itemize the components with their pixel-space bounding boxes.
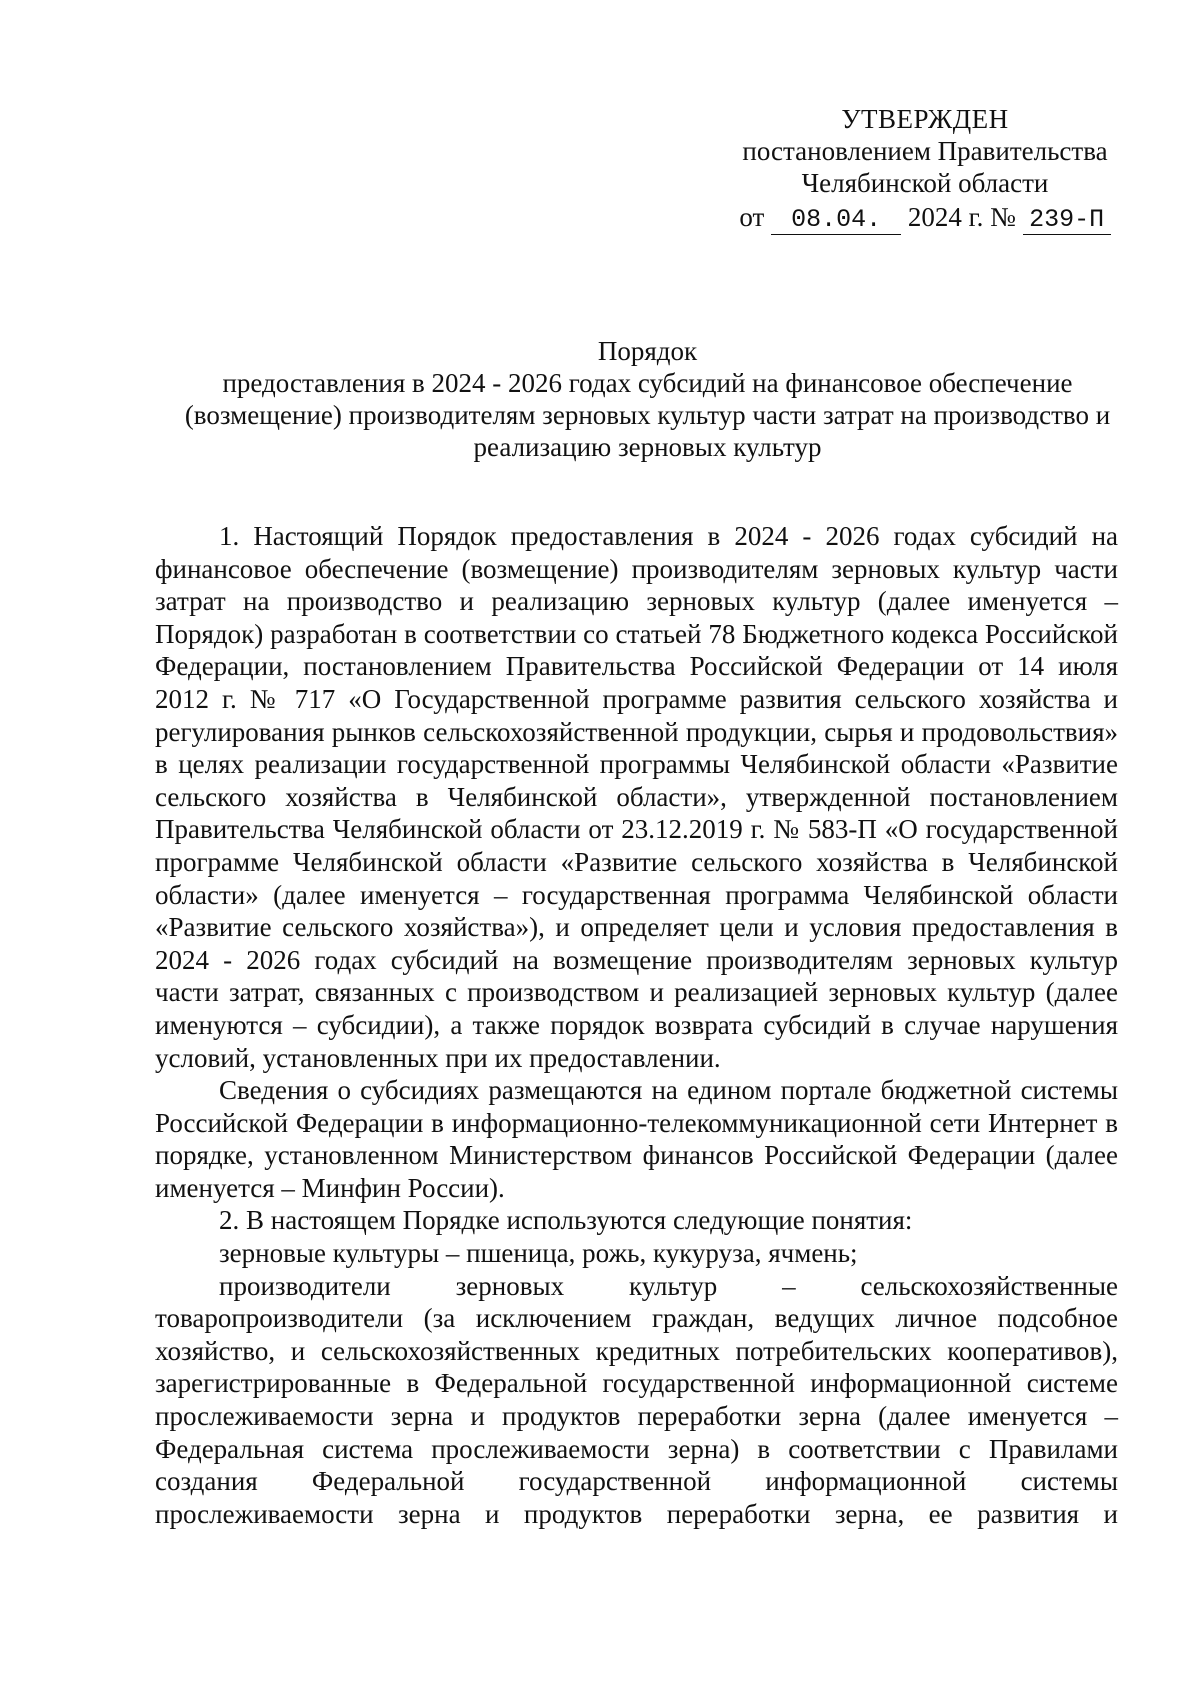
approval-line-1: постановлением Правительства xyxy=(742,136,1108,166)
approval-date-line xyxy=(735,201,1115,235)
paragraph-1: 1. Настоящий Порядок предоставления в 2024 - 2026 годах субсидий на финансовое обеспечение (возмещение) производителям зерновых культур части затрат на производство и реализацию зерновых культур (далее именуется – Порядок) разработан в соответствии со статьей 78 Бюджетного кодекса Российской Федерации, постановлением Правительства Российской Федерации от 14 июля 2012 г. № 717 «О Государственной программе развития сельского хозяйства и регулирования рынков сельскохозяйственной продукции, сырья и продовольствия» в целях реализации государственной программы Челябинской области «Развитие сельского хозяйства в Челябинской области», утвержденной постановлением Правительства Челябинской области от 23.12.2019 г. № 583-П «О государственной программе Челябинской области «Развитие сельского хозяйства в Челябинской области» (далее именуется – государственная программа Челябинской области «Развитие сельского хозяйства»), и определяет цели и условия предоставления в 2024 - 2026 годах субсидий на возмещение производителям зерновых культур части затрат, связанных с производством и реализацией зерновых культур (далее именуются – субсидии), а также порядок возврата субсидий в случае нарушения условий, установленных при их предоставлении. xyxy=(155,521,1118,1073)
document-heading xyxy=(180,335,1115,463)
paragraph-5: производители зерновых культур – сельскохозяйственные товаропроизводители (за исключением граждан, ведущих личное подсобное хозяйство, и сельскохозяйственных кредитных потребительских кооперативов), зарегистрированные в Федеральной государственной информационной системе прослеживаемости зерна и продуктов переработки зерна (далее именуется – Федеральная система прослеживаемости зерна) в соответствии с Правилами создания Федеральной государственной информационной системы прослеживаемости зерна и продуктов переработки зерна, ее развития и xyxy=(155,1270,1118,1529)
approval-year: 2024 г. № xyxy=(907,202,1016,232)
paragraph-4: зерновые культуры – пшеница, рожь, кукуруза, ячмень; xyxy=(219,1238,858,1269)
document-body xyxy=(155,520,1118,1530)
approval-date: 08.04. xyxy=(771,206,901,235)
approval-title: УТВЕРЖДЕН xyxy=(841,104,1009,134)
approval-stamp xyxy=(735,103,1115,235)
approval-line-2: Челябинской области xyxy=(801,168,1049,198)
document-title: Порядок xyxy=(597,336,698,366)
approval-number: 239-П xyxy=(1023,206,1111,235)
approval-prefix: от xyxy=(739,202,765,232)
paragraph-2: Сведения о субсидиях размещаются на едином портале бюджетной системы Российской Федерации в информационно-телекоммуникационной сети Интернет в порядке, установленном Министерством финансов Российской Федерации (далее именуется – Минфин России). xyxy=(155,1075,1118,1203)
paragraph-3: 2. В настоящем Порядке используются следующие понятия: xyxy=(219,1205,913,1236)
document-subtitle: предоставления в 2024 - 2026 годах субсидий на финансовое обеспечение (возмещение) производителям зерновых культур части затрат на производство и реализацию зерновых культур xyxy=(184,368,1111,462)
